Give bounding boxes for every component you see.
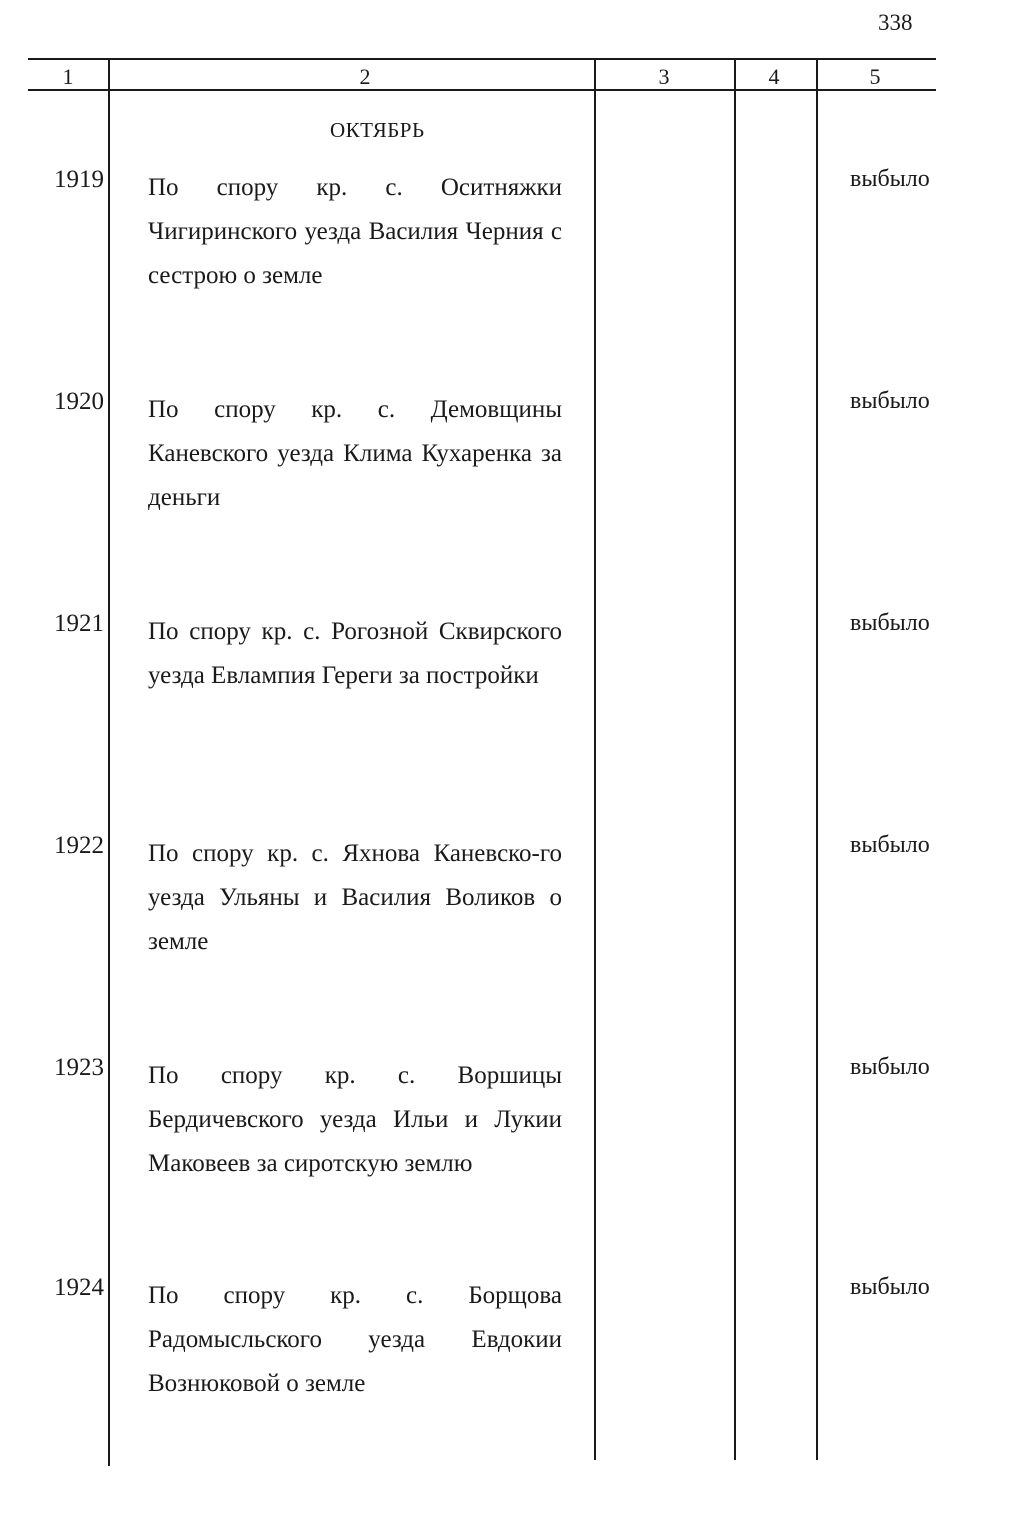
entry-description: По спору кр. с. Демовщины Каневского уезда Клима Кухаренка за деньги — [148, 396, 562, 511]
column-header-4: 4 — [768, 64, 780, 89]
entry-description: По спору кр. с. Борщова Радомысльского уезда Евдокии Вознюковой о земле — [148, 1282, 562, 1397]
column-header-5: 5 — [869, 64, 881, 89]
entry-status: выбыло — [850, 610, 930, 636]
entry-status: выбыло — [850, 388, 930, 414]
entry-row — [0, 388, 1024, 538]
entry-status: выбыло — [850, 1274, 930, 1300]
column-header-2: 2 — [359, 64, 371, 89]
entry-number: 1922 — [54, 832, 104, 859]
entry-description: По спору кр. с. Оситняжки Чигиринского уезда Василия Черния с сестрою о земле — [148, 174, 562, 289]
entry-number: 1924 — [54, 1274, 104, 1301]
entry-row — [0, 610, 1024, 760]
entry-row — [0, 1054, 1024, 1204]
entry-description: По спору кр. с. Яхнова Каневско-го уезда Ульяны и Василия Воликов о земле — [148, 840, 562, 955]
entry-status: выбыло — [850, 1054, 930, 1080]
entry-number: 1919 — [54, 166, 104, 193]
entry-row — [0, 166, 1024, 316]
entry-description: По спору кр. с. Воршицы Бердичевского уезда Ильи и Лукии Маковеев за сиротскую землю — [148, 1062, 562, 1177]
entry-status: выбыло — [850, 832, 930, 858]
entry-status: выбыло — [850, 166, 930, 192]
entry-description: По спору кр. с. Рогозной Сквирского уезда Евлампия Гереги за постройки — [148, 618, 562, 689]
entry-row — [0, 1274, 1024, 1424]
column-header-1: 1 — [62, 64, 74, 89]
page-number: 338 — [878, 10, 913, 35]
entry-number: 1921 — [54, 610, 104, 637]
entry-number: 1920 — [54, 388, 104, 415]
entry-row — [0, 832, 1024, 982]
entry-number: 1923 — [54, 1054, 104, 1081]
header-bottom-rule — [28, 89, 936, 91]
header-top-rule — [28, 58, 936, 60]
month-heading: ОКТЯБРЬ — [330, 118, 425, 142]
column-header-3: 3 — [658, 64, 670, 89]
